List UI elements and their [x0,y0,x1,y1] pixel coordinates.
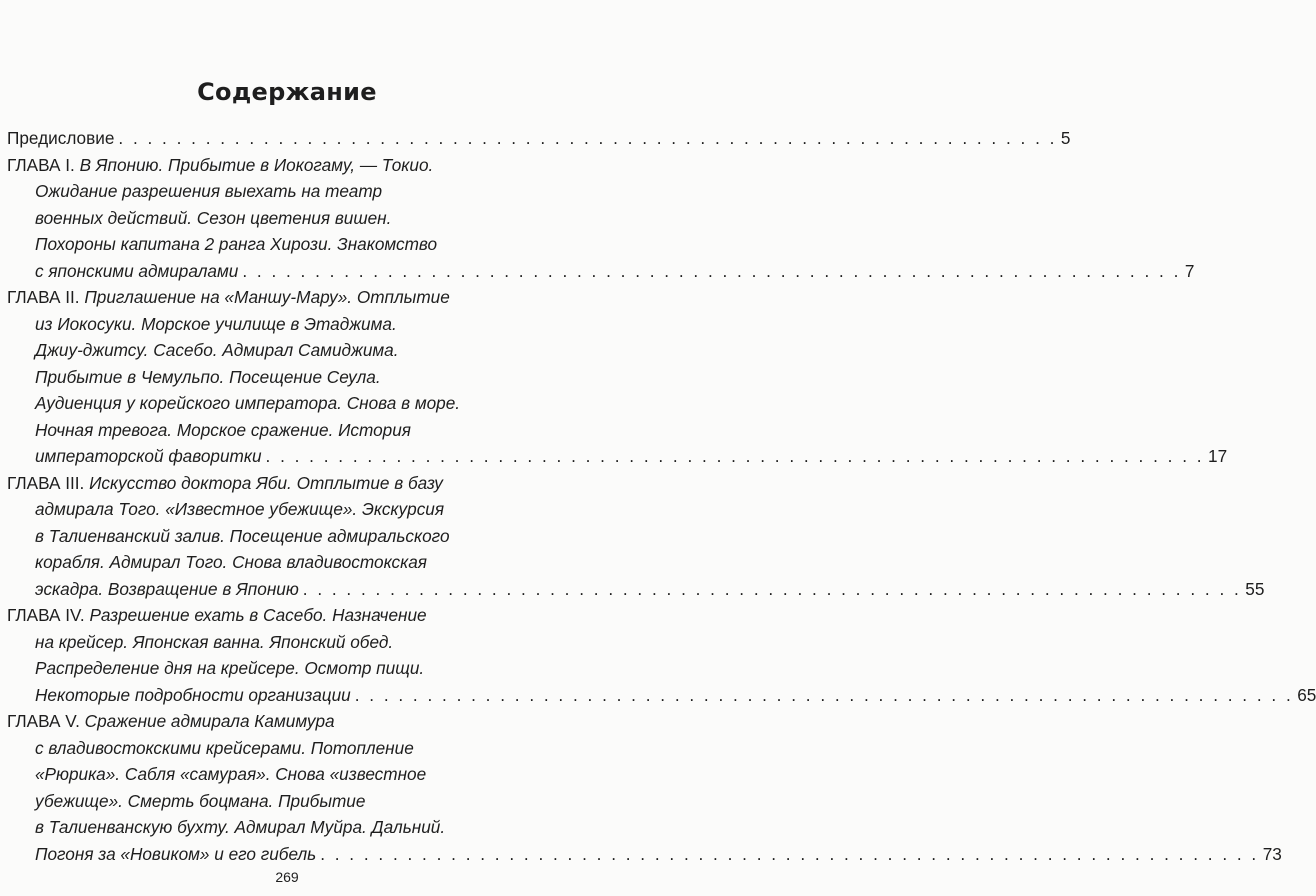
toc-line [0,655,574,682]
dot-leader: . . . . . . . . . . . . . . . . . . . . . . . . . . . . . . . . . . . . . . . . . . . . . . . . . . . . . . . . . . . . . . . . . [265,446,1205,466]
chapter-title-line: в Талиенванский залив. Посещение адмиральского [35,525,450,546]
entry-text [35,340,399,360]
chapter-title-line: Ожидание разрешения выехать на театр [35,181,383,201]
chapter-label: ГЛАВА IV. [7,605,85,625]
chapter-title-line: с владивостокскими крейсерами. Потопление [35,737,414,758]
toc-line [0,231,574,258]
entry-text [35,420,411,440]
entry-text [35,499,444,519]
entry-text [35,632,393,652]
entry-text [7,155,433,175]
chapter-label: ГЛАВА III. [7,472,85,493]
entry-text [35,234,437,254]
chapter-title-line: на крейсер. Японская ванна. Японский обед. [35,631,394,652]
chapter-title-line: «Рюрика». Сабля «самурая». Снова «известное [35,764,427,784]
entry-text [35,258,238,285]
page-ref: 5 [1060,128,1071,148]
chapter-title-line: военных действий. Сезон цветения вишен. [35,207,392,228]
entry-text [7,473,443,493]
toc-line [0,549,574,576]
entry-text [35,682,351,709]
entry-text [7,287,450,307]
chapter-title-line: с японскими адмиралами [35,260,239,281]
chapter-title-line: Джиу-джитсу. Сасебо. Адмирал Самиджима. [35,340,399,360]
chapter-title-line: Приглашение на «Маншу-Мару». Отплытие [84,287,450,307]
toc-entry [0,152,1195,285]
dot-leader: . . . . . . . . . . . . . . . . . . . . . . . . . . . . . . . . . . . . . . . . . . . . . . . . . . . . . . . . . . . . . . . . . [302,578,1242,599]
entry-text [35,393,460,413]
toc-line [0,417,574,444]
toc-line [0,735,574,762]
chapter-title-line: в Талиенванскую бухту. Адмирал Муйра. Дальний. [35,817,446,837]
page-ref: 7 [1184,260,1195,281]
entry-text [35,443,262,470]
chapter-title-line: Разрешение ехать в Сасебо. Назначение [89,605,427,625]
chapter-label: ГЛАВА V. [7,711,80,731]
entry-text [35,791,365,811]
toc-entry [0,125,1071,152]
toc-line [0,470,574,497]
toc-line [0,311,574,338]
toc-line [0,364,574,391]
chapter-title-line: Погоня за «Новиком» и его гибель [35,843,317,864]
toc-line [0,841,1282,868]
toc-entry [0,602,1316,708]
dot-leader: . . . . . . . . . . . . . . . . . . . . . . . . . . . . . . . . . . . . . . . . . . . . . . . . . . . . . . . . . . . . . . . . . [320,843,1259,864]
page-ref: 55 [1245,578,1265,599]
entry-text [35,367,381,387]
page-title: Содержание [197,78,377,106]
entry-text [35,208,391,228]
dot-leader: . . . . . . . . . . . . . . . . . . . . . . . . . . . . . . . . . . . . . . . . . . . . . . . . . . . . . . . . . . . . . . . . . [354,684,1294,705]
table-of-contents [0,125,1316,867]
chapter-title-line: эскадра. Возвращение в Японию [35,578,299,599]
entry-text [7,711,335,731]
toc-line [0,125,1071,152]
chapter-label: ГЛАВА I. [7,154,75,175]
entry-text [35,552,427,572]
entry-text [35,764,426,784]
toc-line [0,337,574,364]
chapter-title-line: Ночная тревога. Морское сражение. История [35,419,411,440]
toc-line [0,496,574,523]
entry-text [7,605,427,625]
toc-line [0,390,574,417]
toc-line [0,576,1265,603]
chapter-title-line: В Японию. Прибытие в Иокогаму, — Токио. [79,154,434,175]
page-ref: 17 [1208,446,1228,466]
entry-text [35,817,445,837]
chapter-title-line: адмирала Того. «Известное убежище». Экскурсия [35,499,445,519]
chapter-title-line: Распределение дня на крейсере. Осмотр пищи. [35,658,425,678]
toc-line [0,443,1228,470]
entry-text [7,125,114,152]
toc-line [0,178,574,205]
chapter-title-line: Сражение адмирала Камимура [84,711,335,731]
dot-leader: . . . . . . . . . . . . . . . . . . . . . . . . . . . . . . . . . . . . . . . . . . . . . . . . . . . . . . . . . . . . . . . . . [242,260,1181,281]
toc-line [0,629,574,656]
chapter-title-line: Некоторые подробности организации [35,684,351,705]
entry-text [35,738,414,758]
toc-line [0,205,574,232]
page-ref: 65 [1297,684,1316,705]
chapter-label: ГЛАВА II. [7,287,80,307]
chapter-label: Предисловие [7,128,115,148]
toc-entry [0,708,1282,867]
toc-line [0,761,574,788]
chapter-title-line: Похороны капитана 2 ранга Хирози. Знакомство [35,234,438,254]
toc-line [0,682,1316,709]
chapter-title-line: Аудиенция у корейского императора. Снова в море. [35,393,461,413]
entry-text [35,576,299,603]
page-ref: 73 [1262,843,1282,864]
entry-text [35,314,397,334]
chapter-title-line: императорской фаворитки [35,446,262,466]
entry-text [35,658,424,678]
toc-entry [0,470,1265,603]
entry-text [35,181,382,201]
toc-line [0,284,574,311]
toc-line [0,258,1195,285]
toc-line [0,708,574,735]
chapter-title-line: из Иокосуки. Морское училище в Этаджима. [35,313,397,334]
chapter-title-line: корабля. Адмирал Того. Снова владивостокская [35,552,427,572]
dot-leader: . . . . . . . . . . . . . . . . . . . . . . . . . . . . . . . . . . . . . . . . . . . . . . . . . . . . . . . . . . . . . . . . . [118,128,1057,148]
toc-line [0,152,574,179]
toc-line [0,602,574,629]
chapter-title-line: убежище». Смерть боцмана. Прибытие [35,790,366,811]
toc-line [0,814,574,841]
entry-text [35,526,450,546]
chapter-title-line: Искусство доктора Яби. Отплытие в базу [89,472,443,493]
toc-entry [0,284,1228,470]
chapter-title-line: Прибытие в Чемульпо. Посещение Сеула. [35,366,381,387]
toc-line [0,523,574,550]
toc-line [0,788,574,815]
entry-text [35,841,316,868]
page-number: 269 [275,869,299,885]
